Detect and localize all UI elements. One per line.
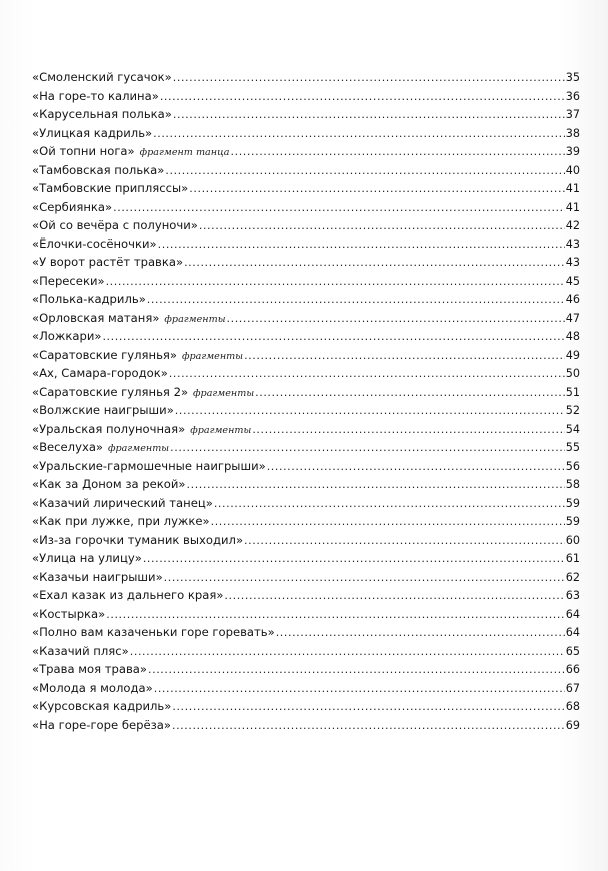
toc-entry-title: «На горе-то калина» (32, 88, 159, 103)
toc-entry-title: «Тамбовские припляссы» (32, 181, 189, 195)
dot-leader (214, 497, 565, 510)
toc-entry-title: «Ой топни нога» (32, 144, 135, 158)
toc-entry-page-number: 59 (565, 515, 580, 528)
toc-entry (32, 607, 580, 626)
toc-entry (32, 588, 580, 607)
toc-entry-page-number: 67 (565, 681, 580, 695)
dot-leader (267, 460, 565, 473)
dot-leader (173, 108, 565, 121)
toc-entry-title: «Уральская полуночная» (32, 421, 186, 436)
toc-entry-title: «Молода я молода» (32, 680, 153, 695)
toc-entry-page-number: 43 (565, 237, 580, 251)
toc-entry-title: «Полька-кадриль» (32, 292, 146, 306)
dot-leader (113, 201, 565, 214)
toc-entry-note: фрагменты (164, 313, 226, 325)
toc-entry-title: «Сербиянка» (32, 199, 113, 214)
toc-entry (32, 200, 580, 219)
toc-entry (32, 681, 580, 700)
toc-entry-page-number: 48 (565, 330, 580, 343)
toc-entry-page-number: 68 (565, 700, 580, 713)
toc-entry-title: «Курсовская кадриль» (32, 699, 172, 713)
toc-entry-note: фрагменты (108, 443, 170, 454)
toc-entry-page-number: 37 (565, 108, 580, 121)
toc-entry (32, 625, 580, 644)
toc-entry-title: «Саратовские гулянья 2» (32, 384, 189, 399)
dot-leader (130, 645, 565, 658)
toc-entry-title: «Ехал казак из дальнего края» (32, 588, 224, 602)
dot-leader (227, 312, 565, 325)
toc-entry-page-number: 42 (565, 219, 580, 232)
toc-entry-title: «Саратовские гулянья» (32, 347, 177, 362)
toc-entry-title: «Казачий лирический танец» (32, 495, 213, 510)
dot-leader (106, 608, 564, 621)
dot-leader (231, 145, 565, 158)
toc-entry-page-number: 52 (565, 404, 580, 417)
toc-entry-title: «Ах, Самара-городок» (32, 366, 168, 380)
toc-entry (32, 533, 580, 552)
toc-entry (32, 403, 580, 422)
toc-entry-note: фрагменты (193, 387, 255, 399)
toc-entry-page-number: 49 (565, 348, 580, 362)
toc-entry-page-number: 64 (565, 607, 580, 621)
toc-entry-title: «Улица на улицу» (32, 551, 142, 565)
toc-entry (32, 311, 580, 330)
dot-leader (153, 127, 565, 140)
toc-entry-title: «Из-за горочки туманик выходил» (32, 532, 244, 547)
toc-entry (32, 422, 580, 441)
toc-entry-title: «Костырка» (32, 606, 106, 621)
toc-entry (32, 699, 580, 718)
dot-leader (160, 90, 565, 103)
toc-entry-page-number: 61 (565, 552, 580, 565)
toc-entry-title: «У ворот растёт травка» (32, 255, 184, 269)
toc-entry (32, 459, 580, 478)
toc-entry-page-number: 59 (565, 496, 580, 510)
dot-leader (154, 682, 565, 695)
toc-entry-title: «Полно вам казаченьки горе горевать» (32, 625, 275, 639)
toc-entry-note: фрагмент танца (139, 147, 230, 158)
toc-entry (32, 718, 580, 737)
toc-entry (32, 496, 580, 515)
dot-leader (244, 534, 565, 547)
toc-entry-page-number: 64 (565, 626, 580, 639)
toc-entry (32, 70, 580, 89)
toc-entry (32, 551, 580, 570)
toc-entry (32, 126, 580, 145)
dot-leader (148, 663, 565, 676)
toc-entry-page-number: 47 (565, 311, 580, 325)
toc-entry (32, 440, 580, 459)
toc-entry-page-number: 60 (565, 533, 580, 547)
dot-leader (187, 478, 565, 491)
dot-leader (106, 275, 565, 288)
dot-leader (169, 367, 565, 380)
toc-entry-title: «Пересеки» (32, 273, 105, 288)
toc-entry (32, 163, 580, 182)
dot-leader (172, 719, 565, 732)
dot-leader (143, 552, 565, 565)
toc-entry-title: «Как за Доном за рекой» (32, 477, 186, 491)
toc-entry-title: «Волжские наигрыши» (32, 403, 174, 417)
toc-entry-title: «Веселуха» (32, 440, 104, 454)
toc-entry (32, 477, 580, 496)
dot-leader (252, 423, 564, 436)
toc-entry (32, 144, 580, 163)
toc-entry-page-number: 41 (565, 182, 580, 195)
toc-entry-page-number: 63 (565, 589, 580, 602)
dot-leader (158, 238, 565, 251)
toc-entry-title: «Казачьи наигрыши» (32, 569, 163, 584)
toc-entry-page-number: 38 (565, 126, 580, 140)
toc-entry-page-number: 46 (565, 293, 580, 306)
toc-entry-page-number: 69 (565, 718, 580, 732)
toc-entry-title: «Орловская матаня» (32, 310, 160, 325)
dot-leader (276, 626, 565, 639)
toc-entry (32, 514, 580, 533)
toc-entry (32, 292, 580, 311)
toc-entry-title: «Улицкая кадриль» (32, 125, 153, 140)
dot-leader (199, 219, 565, 232)
toc-entry-page-number: 55 (565, 441, 580, 454)
dot-leader (184, 256, 565, 269)
dot-leader (224, 589, 564, 602)
toc-entry-title: «Трава моя трава» (32, 662, 148, 676)
dot-leader (255, 386, 565, 399)
toc-entry (32, 107, 580, 126)
dot-leader (164, 571, 565, 584)
toc-entry-note: фрагменты (190, 424, 252, 436)
toc-entry-page-number: 36 (565, 89, 580, 103)
toc-entry (32, 237, 580, 256)
toc-entry-page-number: 58 (565, 478, 580, 491)
toc-entry-title: «Ёлочки-сосёночки» (32, 236, 157, 251)
toc-entry-title: «Казачий пляс» (32, 643, 129, 658)
dot-leader (244, 349, 565, 362)
toc-entry-title: «Уральские-гармошечные наигрыши» (32, 458, 266, 473)
toc-entry-title: «Как при лужке, при лужке» (32, 514, 210, 528)
dot-leader (147, 293, 565, 306)
toc-entry (32, 181, 580, 200)
dot-leader (170, 441, 565, 454)
toc-entry (32, 570, 580, 589)
toc-entry-title: «Ой со вечёра с полуночи» (32, 218, 198, 232)
toc-entry-page-number: 62 (565, 570, 580, 584)
toc-entry-page-number: 39 (565, 145, 580, 158)
toc-entry-page-number: 51 (565, 385, 580, 399)
dot-leader (211, 515, 565, 528)
dot-leader (173, 71, 565, 84)
toc-entry-title: «На горе-горе берёза» (32, 717, 171, 732)
toc-entry-title: «Смоленский гусачок» (32, 70, 172, 84)
toc-entry-note: фрагменты (181, 350, 244, 362)
toc-entry (32, 274, 580, 293)
toc-entry-page-number: 35 (565, 71, 580, 84)
toc-entry-title: «Тамбовская полька» (32, 162, 165, 177)
toc-entry-page-number: 56 (565, 459, 580, 473)
toc-entry (32, 644, 580, 663)
toc-entry-page-number: 45 (565, 274, 580, 288)
toc-entry-page-number: 65 (565, 644, 580, 658)
dot-leader (165, 164, 564, 177)
toc-entry (32, 385, 580, 404)
toc-entry (32, 89, 580, 108)
toc-entry-page-number: 41 (565, 200, 580, 214)
toc-entry-page-number: 50 (565, 367, 580, 380)
dot-leader (102, 330, 564, 343)
toc-entry-title: «Ложкари» (32, 329, 102, 343)
toc-entry-page-number: 43 (565, 256, 580, 269)
toc-entry (32, 218, 580, 237)
dot-leader (172, 700, 564, 713)
toc-entry-page-number: 40 (565, 163, 580, 177)
dot-leader (189, 182, 564, 195)
toc-entry (32, 329, 580, 348)
toc-entry (32, 662, 580, 681)
dot-leader (175, 404, 565, 417)
toc-entry (32, 348, 580, 367)
toc-entry (32, 366, 580, 385)
table-of-contents (32, 70, 580, 736)
toc-entry (32, 255, 580, 274)
toc-entry-page-number: 54 (565, 422, 580, 436)
toc-entry-title: «Карусельная полька» (32, 107, 172, 121)
toc-entry-page-number: 66 (565, 663, 580, 676)
